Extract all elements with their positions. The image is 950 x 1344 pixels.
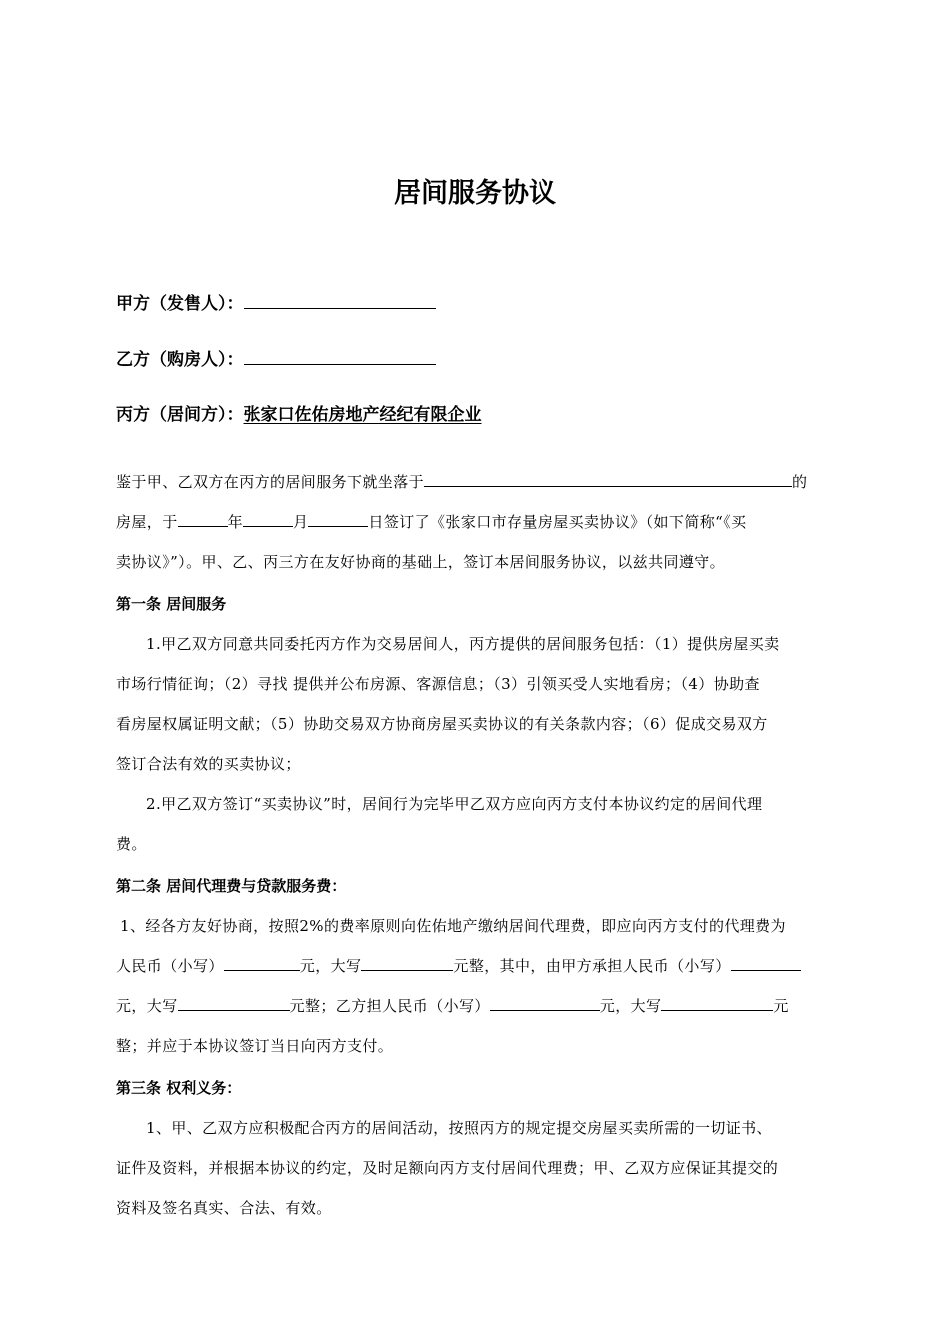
article-1-text: 签订合法有效的买卖协议；	[116, 755, 301, 773]
month-blank	[243, 510, 293, 527]
party-c-name: 张家口佐佑房地产经纪有限企业	[243, 405, 482, 425]
party-c-line	[116, 402, 482, 428]
article-2-text: 人民币（小写）	[116, 957, 224, 975]
article-2-text: 元，大写	[116, 997, 178, 1015]
year-blank	[178, 510, 228, 527]
article-2-text: 整；并应于本协议签订当日向丙方支付。	[116, 1037, 394, 1055]
article-2-line-2	[116, 954, 801, 978]
location-blank	[424, 470, 792, 487]
intro-text: 房屋，于	[116, 513, 178, 531]
article-2-heading: 第二条 居间代理费与贷款服务费：	[116, 877, 347, 895]
intro-line-1	[116, 470, 807, 494]
party-b-label: 乙方（购房人）：	[116, 350, 244, 370]
article-2-text: 元，大写	[599, 997, 662, 1015]
intro-text: 月	[293, 513, 309, 531]
party-b-lower-blank	[490, 994, 600, 1011]
intro-line-2	[116, 510, 747, 534]
article-3-text: 1、甲、乙双方应积极配合丙方的居间活动，按照丙方的规定提交房屋买卖所需的一切证书、	[146, 1119, 772, 1137]
day-blank	[308, 510, 368, 527]
intro-text: 鉴于甲、乙双方在丙方的居间服务下就坐落于	[116, 473, 425, 491]
article-1-text: 市场行情征询；（2）寻找 提供并公布房源、客源信息；（3）引领买受人实地看房；（4）协助查	[116, 675, 760, 693]
article-1-text: 看房屋权属证明文献；（5）协助交易双方协商房屋买卖协议的有关条款内容；（6）促成交易双方	[116, 715, 768, 733]
article-1-text: 1.甲乙双方同意共同委托丙方作为交易居间人，丙方提供的居间服务包括：（1）提供房屋买卖	[146, 635, 780, 653]
party-a-upper-blank	[178, 994, 290, 1011]
article-3-text: 证件及资料，并根据本协议的约定，及时足额向丙方支付居间代理费；甲、乙双方应保证其提交的	[116, 1159, 779, 1177]
article-2-text: 元，大写	[299, 957, 362, 975]
party-b-line	[116, 346, 436, 373]
party-a-line	[116, 290, 436, 317]
article-2-text: 元整；乙方担人民币（小写）	[289, 997, 490, 1015]
party-a-label: 甲方（发售人）：	[116, 294, 244, 314]
party-b-blank	[244, 346, 436, 365]
fee-upper-blank	[361, 954, 453, 971]
article-2-text: 元整，其中，由甲方承担人民币（小写）	[453, 957, 731, 975]
party-b-upper-blank	[661, 994, 773, 1011]
intro-text: 日签订了《张家口市存量房屋买卖协议》（如下简称“《买	[368, 513, 747, 531]
article-3-text: 资料及签名真实、合法、有效。	[116, 1199, 332, 1217]
intro-text: 年	[227, 513, 244, 531]
article-1-text: 费。	[116, 835, 147, 853]
article-3-heading: 第三条 权利义务：	[116, 1079, 242, 1097]
article-2-text: 元	[773, 997, 789, 1015]
fee-lower-blank	[224, 954, 300, 971]
page-title: 居间服务协议	[394, 178, 556, 209]
party-c-label: 丙方（居间方）：	[116, 405, 244, 425]
article-2-line-3	[116, 994, 789, 1018]
intro-line-3: 卖协议》”）。甲、乙、丙三方在友好协商的基础上，签订本居间服务协议，以兹共同遵守。	[116, 553, 726, 571]
intro-text: 的	[792, 473, 808, 491]
party-a-blank	[244, 290, 436, 309]
article-2-text: 1、经各方友好协商，按照2%的费率原则向佐佑地产缴纳居间代理费，即应向丙方支付的代理费为	[120, 917, 786, 935]
party-a-lower-blank	[731, 954, 801, 971]
article-1-text: 2.甲乙双方签订“买卖协议”时，居间行为完毕甲乙双方应向丙方支付本协议约定的居间代理	[146, 795, 763, 813]
article-1-heading: 第一条 居间服务	[116, 595, 227, 613]
